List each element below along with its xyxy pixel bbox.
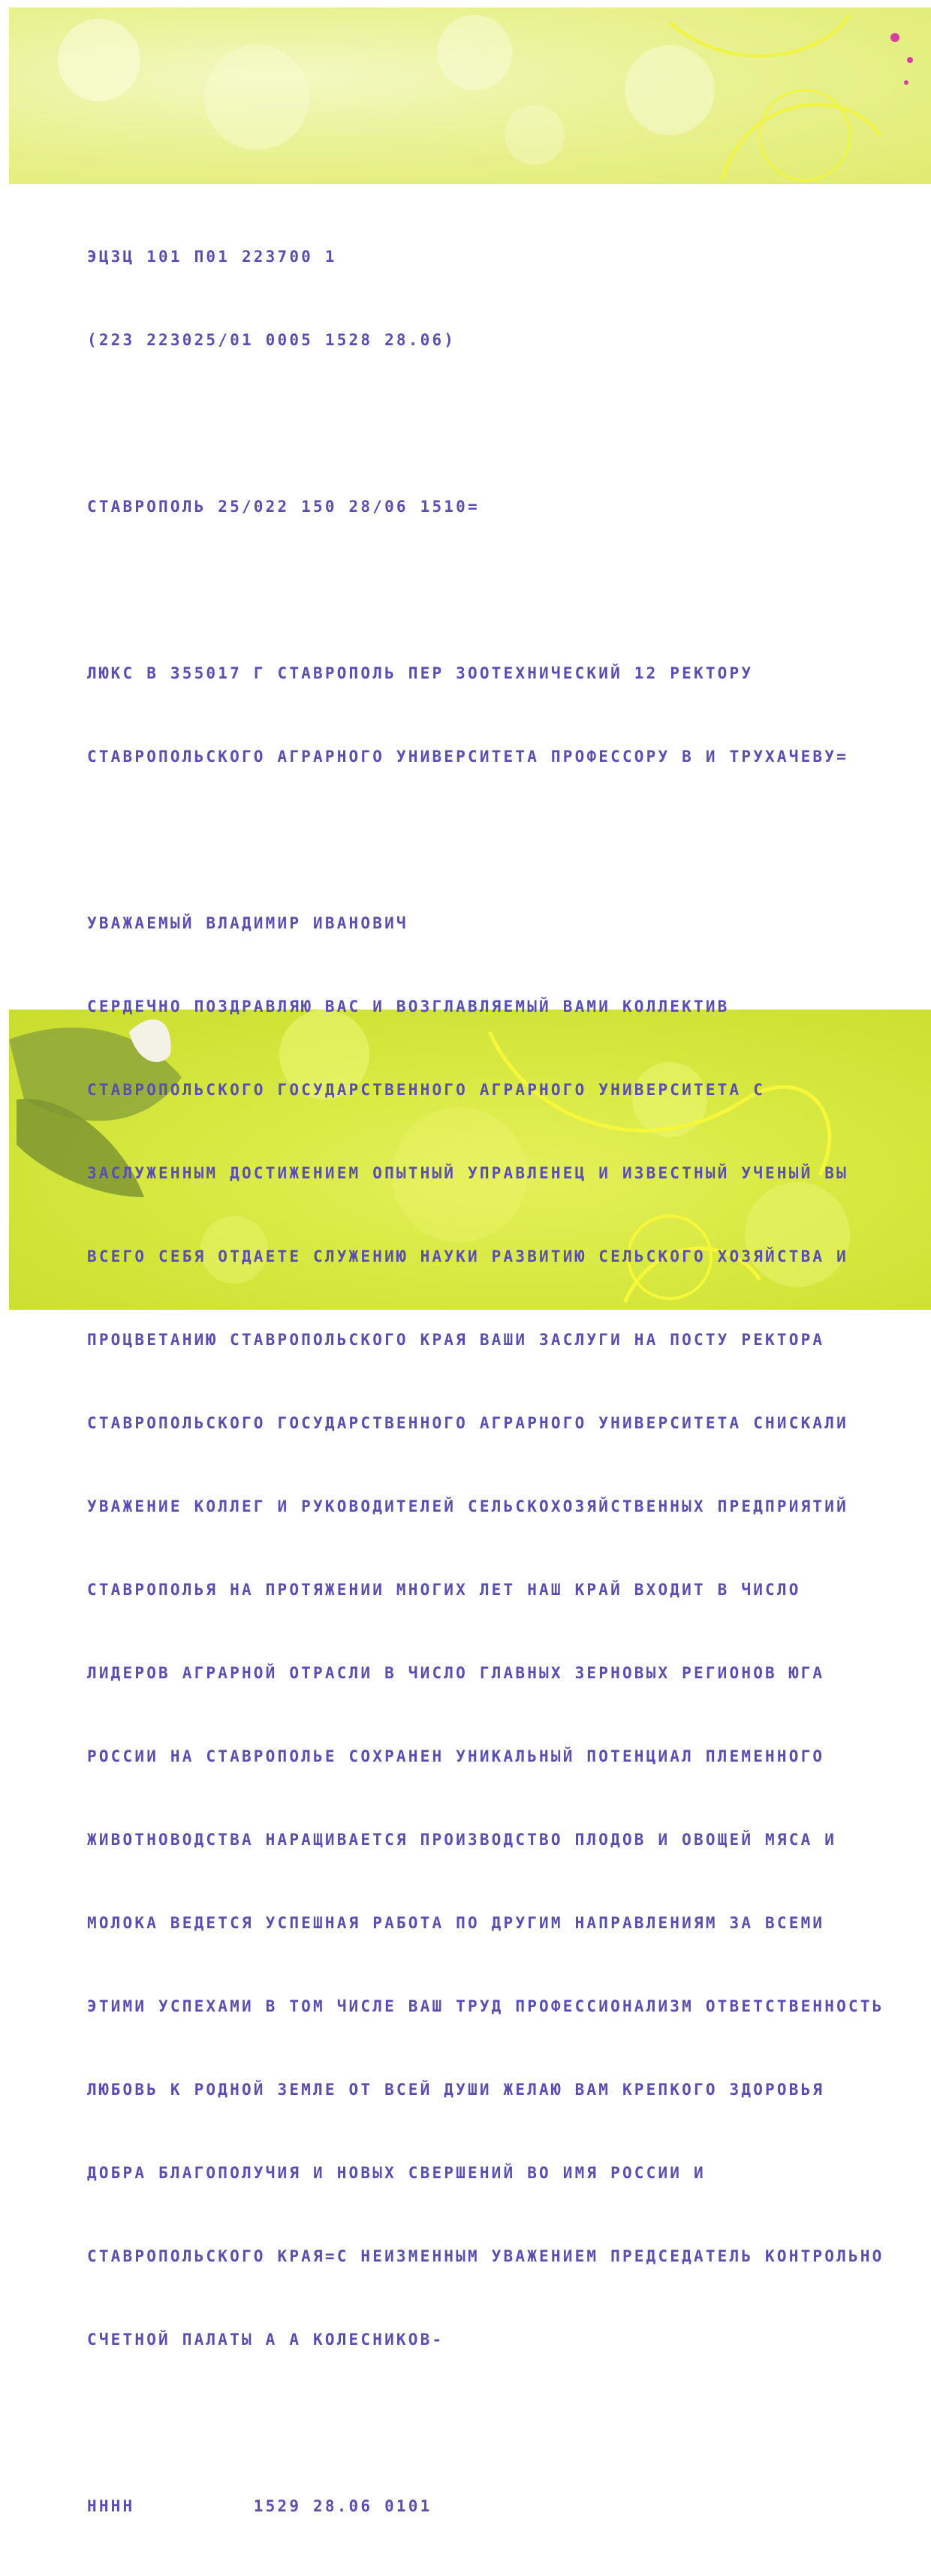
body-line: УВАЖАЕМЫЙ ВЛАДИМИР ИВАНОВИЧ	[87, 914, 408, 932]
body-line: СЕРДЕЧНО ПОЗДРАВЛЯЮ ВАС И ВОЗГЛАВЛЯЕМЫЙ ВАМИ КОЛЛЕКТИВ	[87, 998, 730, 1016]
telegram-text	[87, 188, 898, 2576]
service-code-line: (223 223025/01 0005 1528 28.06)	[87, 331, 456, 349]
body-line: ЗАСЛУЖЕННЫМ ДОСТИЖЕНИЕМ ОПЫТНЫЙ УПРАВЛЕНЕЦ И ИЗВЕСТНЫЙ УЧЕНЫЙ ВЫ	[87, 1164, 848, 1182]
footer-line: НННН 1529 28.06 0101	[87, 2497, 432, 2515]
body-line: ЛЮБОВЬ К РОДНОЙ ЗЕМЛЕ ОТ ВСЕЙ ДУШИ ЖЕЛАЮ ВАМ КРЕПКОГО ЗДОРОВЬЯ	[87, 2081, 825, 2099]
address-line: СТАВРОПОЛЬСКОГО АГРАРНОГО УНИВЕРСИТЕТА ПРОФЕССОРУ В И ТРУХАЧЕВУ=	[87, 748, 848, 766]
body-line: СЧЕТНОЙ ПАЛАТЫ А А КОЛЕСНИКОВ-	[87, 2331, 444, 2349]
blank-line	[87, 826, 898, 854]
blank-line	[87, 410, 898, 438]
address-line: ЛЮКС В 355017 Г СТАВРОПОЛЬ ПЕР ЗООТЕХНИЧЕСКИЙ 12 РЕКТОРУ	[87, 664, 754, 682]
body-line: ЛИДЕРОВ АГРАРНОЙ ОТРАСЛИ В ЧИСЛО ГЛАВНЫХ ЗЕРНОВЫХ РЕГИОНОВ ЮГА	[87, 1664, 825, 1682]
service-header-line: ЭЦЗЦ 101 П01 223700 1	[87, 248, 337, 266]
body-line: ЖИВОТНОВОДСТВА НАРАЩИВАЕТСЯ ПРОИЗВОДСТВО ПЛОДОВ И ОВОЩЕЙ МЯСА И	[87, 1831, 837, 1849]
origin-line: СТАВРОПОЛЬ 25/022 150 28/06 1510=	[87, 498, 480, 516]
body-line: СТАВРОПОЛЬЯ НА ПРОТЯЖЕНИИ МНОГИХ ЛЕТ НАШ КРАЙ ВХОДИТ В ЧИСЛО	[87, 1581, 801, 1599]
blank-line	[87, 576, 898, 604]
body-line: РОССИИ НА СТАВРОПОЛЬЕ СОХРАНЕН УНИКАЛЬНЫЙ ПОТЕНЦИАЛ ПЛЕМЕННОГО	[87, 1747, 825, 1765]
body-line: ПРОЦВЕТАНИЮ СТАВРОПОЛЬСКОГО КРАЯ ВАШИ ЗАСЛУГИ НА ПОСТУ РЕКТОРА	[87, 1331, 825, 1349]
decorative-top-band	[9, 8, 931, 184]
blank-line	[87, 2409, 898, 2437]
body-line: СТАВРОПОЛЬСКОГО КРАЯ=С НЕИЗМЕННЫМ УВАЖЕНИЕМ ПРЕДСЕДАТЕЛЬ КОНТРОЛЬНО	[87, 2247, 884, 2265]
body-line: УВАЖЕНИЕ КОЛЛЕГ И РУКОВОДИТЕЛЕЙ СЕЛЬСКОХОЗЯЙСТВЕННЫХ ПРЕДПРИЯТИЙ	[87, 1497, 848, 1515]
body-line: МОЛОКА ВЕДЕТСЯ УСПЕШНАЯ РАБОТА ПО ДРУГИМ НАПРАВЛЕНИЯМ ЗА ВСЕМИ	[87, 1914, 825, 1932]
body-line: ЭТИМИ УСПЕХАМИ В ТОМ ЧИСЛЕ ВАШ ТРУД ПРОФЕССИОНАЛИЗМ ОТВЕТСТВЕННОСТЬ	[87, 1997, 884, 2015]
body-line: ВСЕГО СЕБЯ ОТДАЕТЕ СЛУЖЕНИЮ НАУКИ РАЗВИТИЮ СЕЛЬСКОГО ХОЗЯЙСТВА И	[87, 1247, 848, 1265]
swirl-ornament-top	[9, 8, 931, 184]
body-line: СТАВРОПОЛЬСКОГО ГОСУДАРСТВЕННОГО АГРАРНОГО УНИВЕРСИТЕТА С	[87, 1081, 766, 1099]
body-line: ДОБРА БЛАГОПОЛУЧИЯ И НОВЫХ СВЕРШЕНИЙ ВО ИМЯ РОССИИ И	[87, 2164, 706, 2182]
body-line: СТАВРОПОЛЬСКОГО ГОСУДАРСТВЕННОГО АГРАРНОГО УНИВЕРСИТЕТА СНИСКАЛИ	[87, 1414, 848, 1432]
